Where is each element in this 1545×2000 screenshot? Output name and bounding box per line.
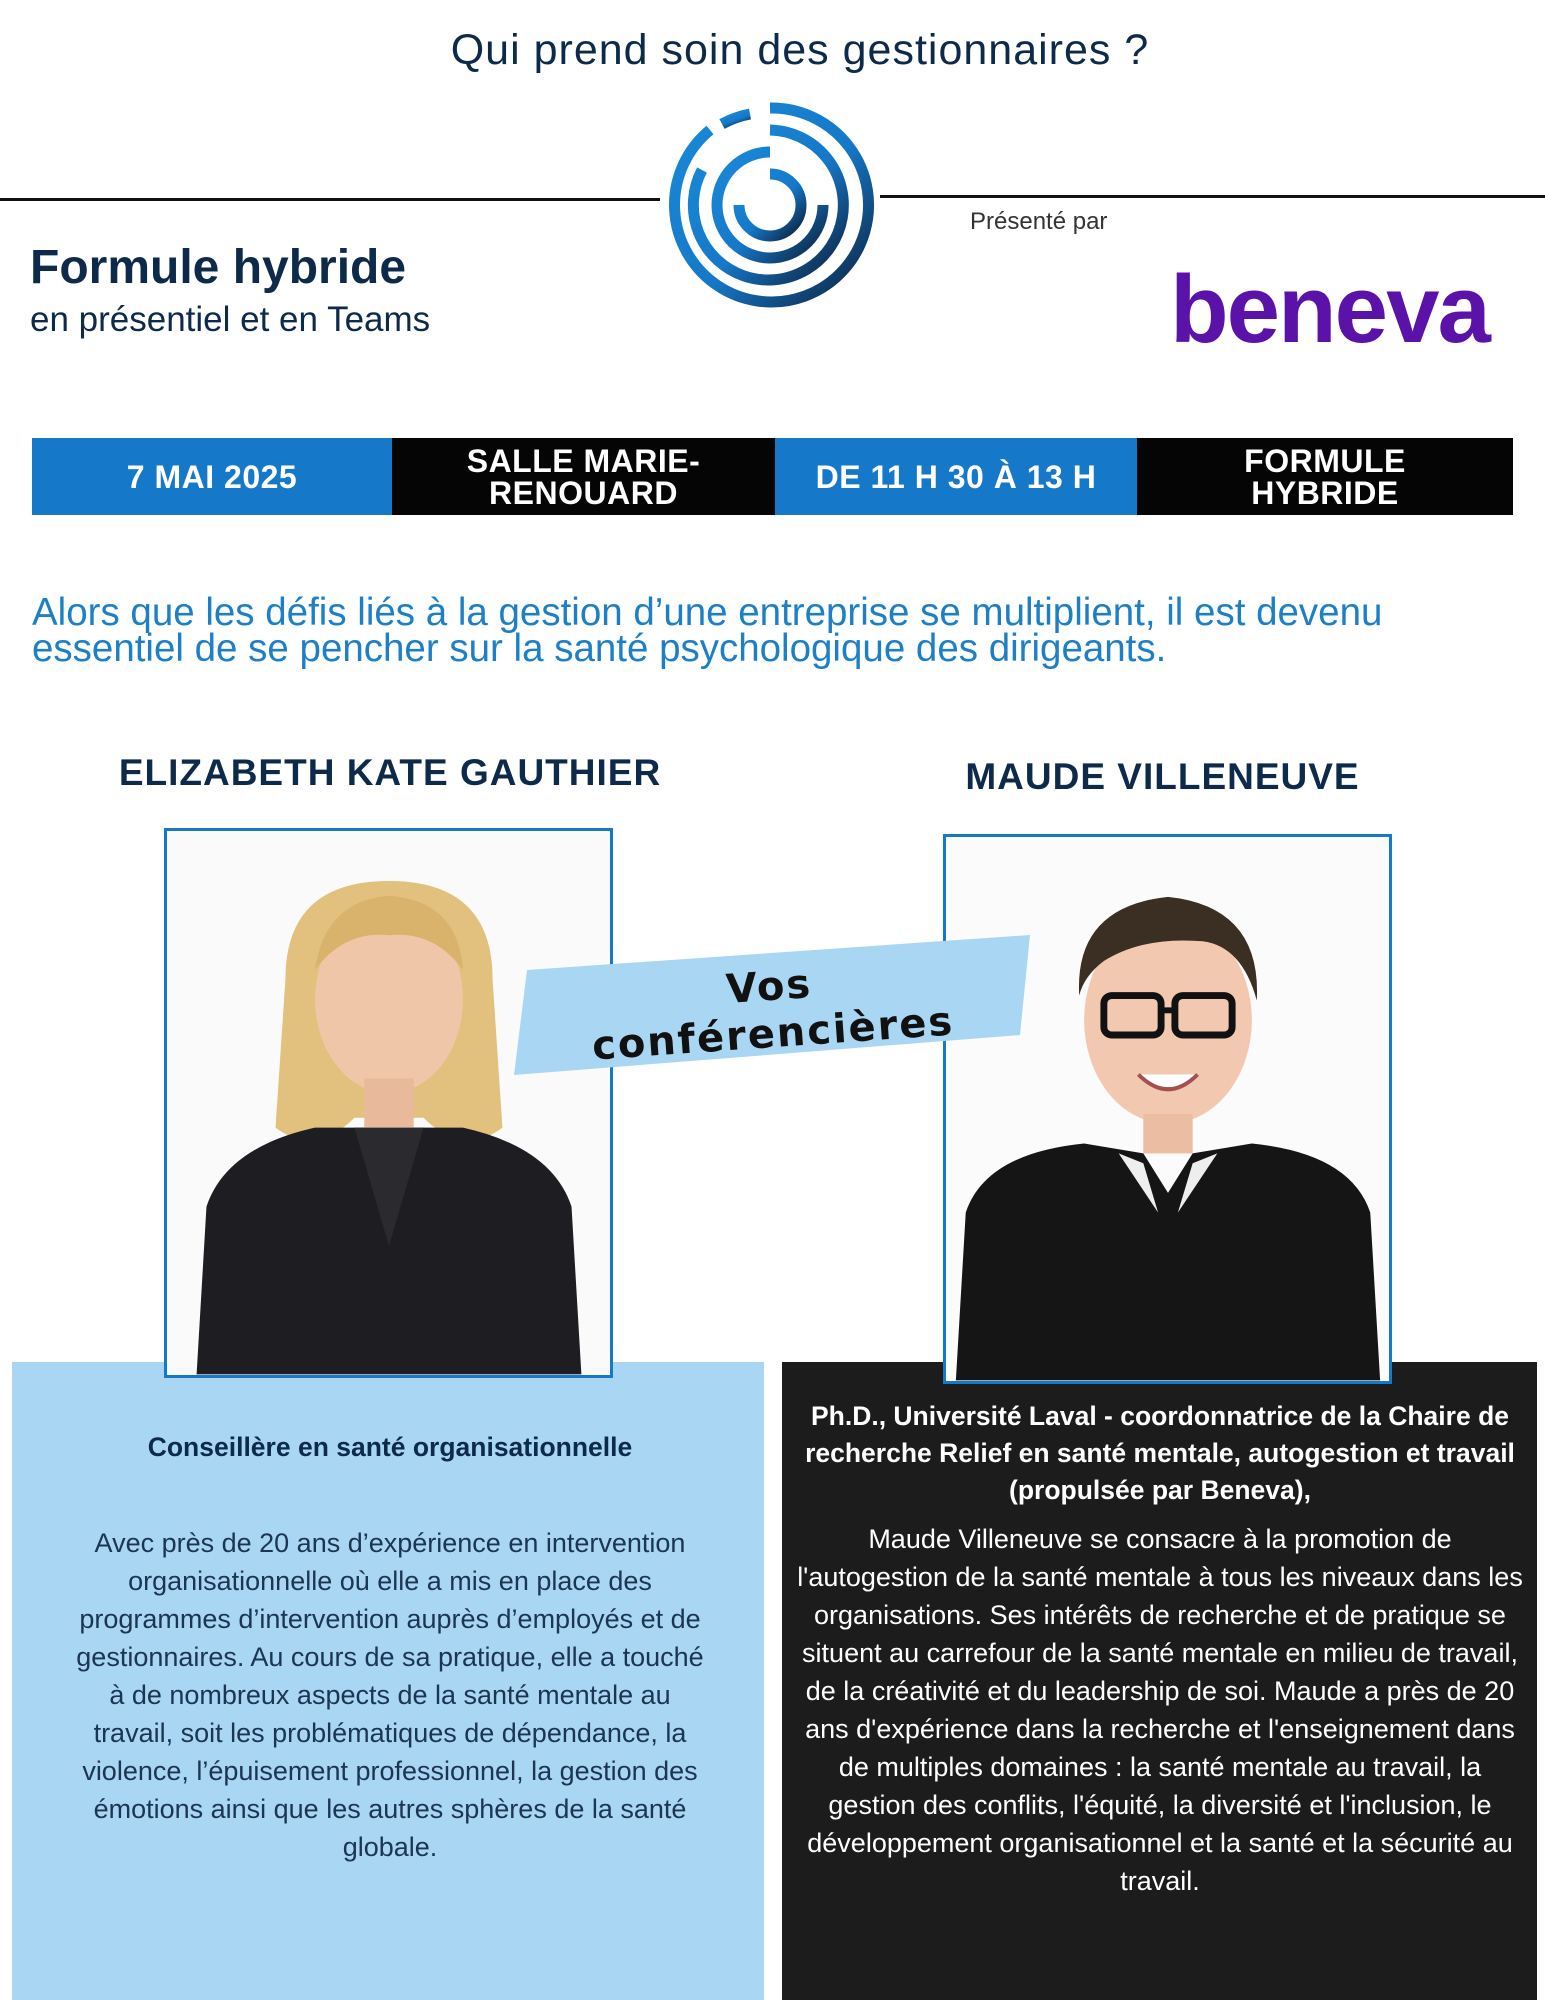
- speakers-banner: [512, 935, 1032, 1075]
- time-cell: [775, 438, 1137, 515]
- time-text: DE 11 H 30 À 13 H: [815, 458, 1097, 495]
- date-text: 7 MAI 2025: [126, 458, 298, 495]
- beneva-logo: beneva: [1170, 256, 1489, 363]
- speaker-2-bio: Maude Villeneuve se consacre à la promotion de l'autogestion de la santé mentale à tous les niveaux dans les organisations. Ses intérêts de recherche et de pratique se situent au carrefour de la santé mentale en milieu de travail, de la créativité et du leadership de soi. Maude a près de 20 ans d'expérience dans la recherche et l'enseignement dans de multiples domaines : la santé mentale au travail, la gestion des conflits, l'équité, la diversité et l'inclusion, le développement organisationnel et la santé et la sécurité au travail.: [797, 1524, 1523, 1896]
- speaker-1-photo: [164, 828, 613, 1378]
- portrait-woman-glasses-icon: [946, 837, 1389, 1381]
- banner-line-1: Vos: [724, 961, 814, 1013]
- format-subtitle: en présentiel et en Teams: [30, 300, 431, 339]
- presented-by-label: Présenté par: [970, 208, 1108, 235]
- format-cell: [1137, 438, 1513, 515]
- maze-logo-icon: [650, 100, 890, 310]
- date-cell: [32, 438, 392, 515]
- banner-line-2: conférencières: [590, 998, 956, 1070]
- format-title: Formule hybride: [30, 241, 407, 294]
- room-cell: [392, 438, 775, 515]
- speaker-2-name: MAUDE VILLENEUVE: [965, 756, 1360, 797]
- page-title: Qui prend soin des gestionnaires ?: [450, 26, 1150, 74]
- header-divider-right: [880, 195, 1545, 198]
- portrait-blonde-woman-icon: [167, 831, 610, 1375]
- format-text: FORMULE HYBRIDE: [1244, 442, 1406, 511]
- intro-paragraph: Alors que les défis liés à la gestion d’une entreprise se multiplient, il est devenu essentiel de se pencher sur la santé psychologique des dirigeants.: [32, 591, 1383, 670]
- speaker-1-bio: Avec près de 20 ans d’expérience en intervention organisationnelle où elle a mis en place des programmes d’intervention auprès d’employés et de gestionnaires. Au cours de sa pratique, elle a touché à de nombreux aspects de la santé mentale au travail, soit les problématiques de dépendance, la violence, l’épuisement professionnel, la gestion des émotions ainsi que les autres sphères de la santé globale.: [76, 1528, 704, 1862]
- header-divider-left: [0, 198, 660, 201]
- room-text: SALLE MARIE- RENOUARD: [466, 442, 701, 511]
- speaker-1-name: ELIZABETH KATE GAUTHIER: [118, 752, 662, 793]
- speaker-2-title: Ph.D., Université Laval - coordonnatrice de la Chaire de recherche Relief en santé mentale, autogestion et travail (propulsée par Beneva),: [805, 1401, 1515, 1505]
- speaker-2-photo: [943, 834, 1392, 1384]
- speaker-1-title: Conseillère en santé organisationnelle: [147, 1432, 633, 1462]
